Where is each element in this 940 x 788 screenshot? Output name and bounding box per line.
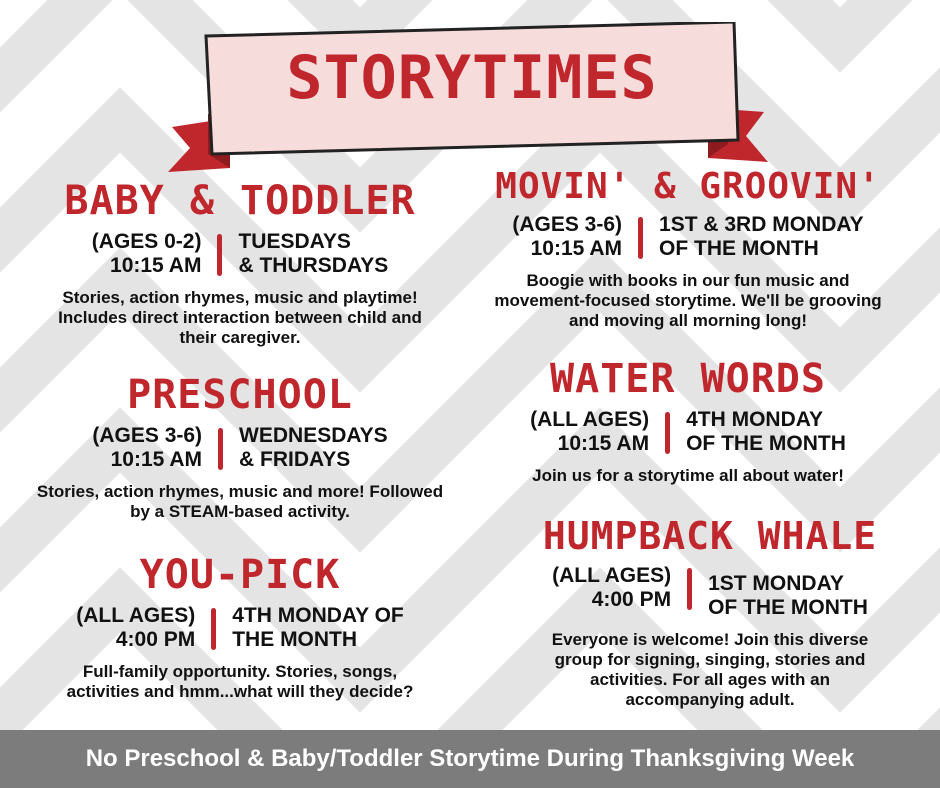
section-humpback-whale — [498, 514, 922, 710]
ages-label: (AGES 0-2) — [91, 230, 202, 253]
section-title: BABY & TODDLER — [64, 178, 416, 224]
time-label: 10:15 AM — [110, 254, 202, 277]
days-line: 1ST & 3RD MONDAY — [659, 213, 864, 236]
ages-label: (ALL AGES) — [530, 408, 650, 431]
schedule-info — [498, 564, 922, 620]
days-line: OF THE MONTH — [659, 237, 819, 260]
section-description: Boogie with books in our fun music and movement-focused storytime. We'll be grooving and moving all morning long! — [494, 271, 882, 330]
section-you-pick — [20, 552, 460, 702]
section-description: Full-family opportunity. Stories, songs, activities and hmm...what will they decide? — [66, 662, 414, 701]
days-line: WEDNESDAYS — [239, 424, 388, 447]
ages-time — [530, 408, 649, 456]
section-description: Join us for a storytime all about water! — [532, 466, 844, 485]
footer-banner — [0, 730, 940, 788]
ages-time — [76, 604, 195, 652]
divider — [665, 412, 670, 454]
days — [708, 564, 868, 620]
days-line: TUESDAYS — [238, 230, 351, 253]
footer-notice: No Preschool & Baby/Toddler Storytime During Thanksgiving Week — [85, 745, 855, 772]
days-line: 4TH MONDAY — [686, 408, 823, 431]
divider — [638, 217, 643, 259]
time-label: 4:00 PM — [115, 628, 196, 651]
section-description: Stories, action rhymes, music and playtime! Includes direct interaction between child and their caregiver. — [58, 288, 422, 347]
divider — [211, 608, 216, 650]
section-preschool — [30, 372, 450, 522]
section-title: YOU-PICK — [139, 552, 341, 598]
section-description: Stories, action rhymes, music and more! Followed by a STEAM-based activity. — [36, 482, 444, 521]
time-label: 10:15 AM — [530, 237, 623, 260]
section-title: PRESCHOOL — [127, 372, 353, 418]
section-water-words — [478, 356, 898, 486]
schedule-info — [30, 424, 450, 472]
section-description: Everyone is welcome! Join this diverse group for signing, singing, stories and activities. For all ages with an accompanying adult. — [551, 630, 869, 709]
time-label: 10:15 AM — [557, 432, 650, 455]
section-title: WATER WORDS — [550, 356, 826, 402]
ages-time — [552, 564, 671, 612]
ages-label: (ALL AGES) — [76, 604, 196, 627]
days-line: 1ST MONDAY — [708, 572, 844, 595]
days-line: & THURSDAYS — [238, 254, 389, 277]
days-line: THE MONTH — [232, 628, 358, 651]
divider — [217, 234, 222, 276]
days — [238, 230, 388, 278]
section-title: MOVIN' & GROOVIN' — [495, 166, 881, 207]
ages-time — [92, 424, 202, 472]
ages-time — [92, 230, 202, 278]
page-title: STORYTIMES — [286, 43, 658, 113]
days — [232, 604, 404, 652]
schedule-info — [478, 408, 898, 456]
days-line: 4TH MONDAY OF — [232, 604, 404, 627]
divider — [218, 428, 223, 470]
ages-label: (AGES 3-6) — [512, 213, 623, 236]
section-title: HUMPBACK WHALE — [542, 514, 878, 558]
schedule-info — [20, 604, 460, 652]
days-line: & FRIDAYS — [239, 448, 351, 471]
ages-time — [512, 213, 622, 261]
schedule-info — [468, 213, 908, 261]
section-baby-toddler — [30, 178, 450, 348]
section-movin-groovin — [468, 166, 908, 331]
days — [686, 408, 846, 456]
days-line: OF THE MONTH — [708, 596, 868, 619]
schedule-info — [30, 230, 450, 278]
days — [659, 213, 864, 261]
ages-label: (AGES 3-6) — [92, 424, 203, 447]
time-label: 10:15 AM — [110, 448, 203, 471]
time-label: 4:00 PM — [591, 588, 672, 611]
days — [239, 424, 388, 472]
divider — [687, 568, 692, 610]
days-line: OF THE MONTH — [686, 432, 846, 455]
ages-label: (ALL AGES) — [552, 564, 672, 587]
